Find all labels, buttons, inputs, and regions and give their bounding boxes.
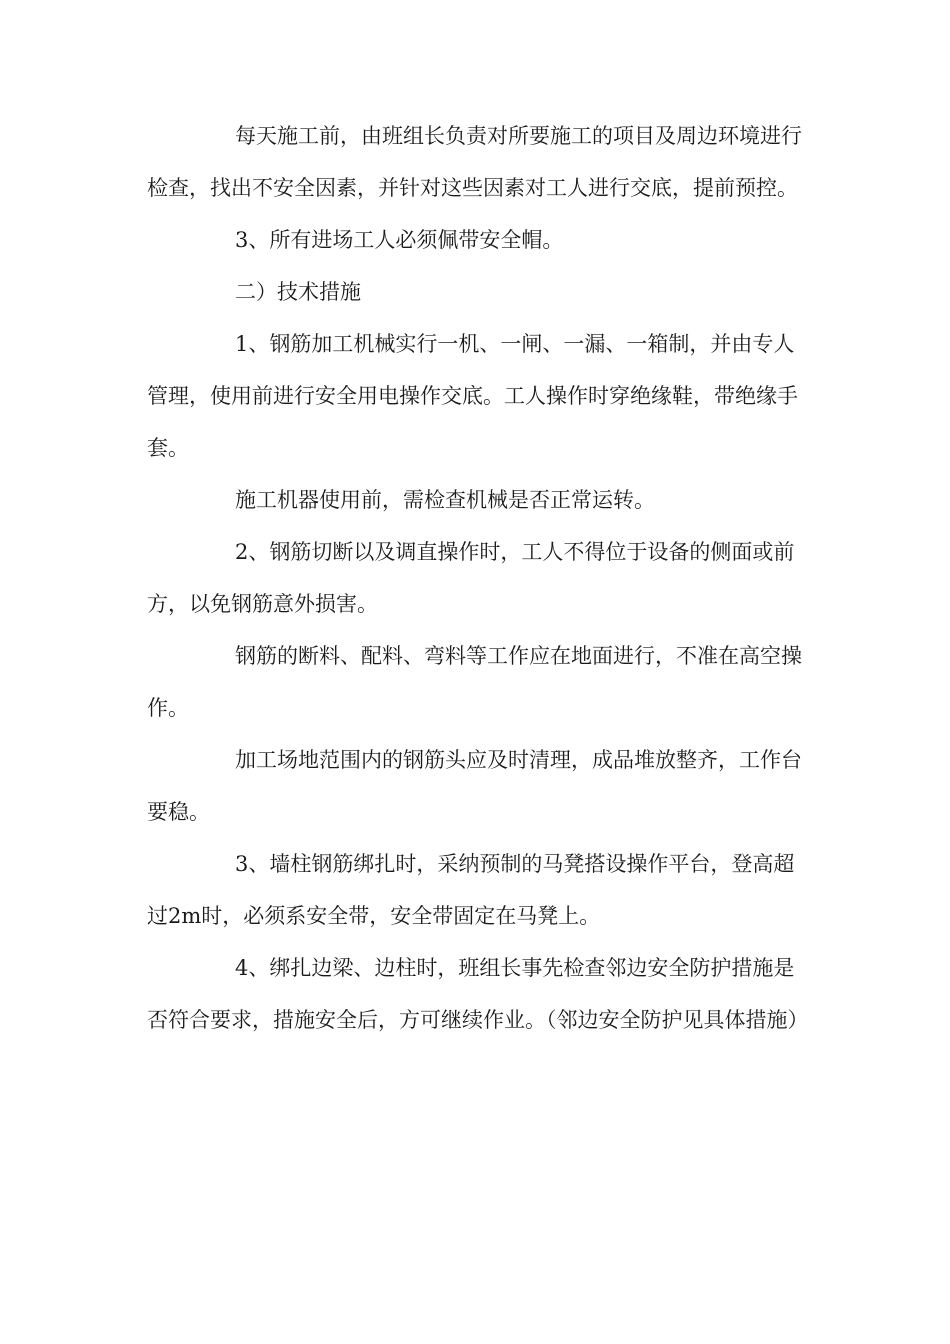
paragraph-ground-work: 钢筋的断料、配料、弯料等工作应在地面进行，不准在高空操作。	[147, 644, 802, 720]
section-heading-technical-measures: 二）技术措施	[235, 280, 361, 304]
paragraph-helmet-rule: 3、所有进场工人必须佩带安全帽。	[235, 228, 564, 252]
document-body	[147, 110, 812, 1046]
paragraph-edge-binding: 4、绑扎边梁、边柱时，班组长事先检查邻边安全防护措施是否符合要求，措施安全后，方可继续作业。（邻边安全防护见具体措施）	[147, 956, 809, 1032]
paragraph-daily-inspection: 每天施工前，由班组长负责对所要施工的项目及周边环境进行检查，找出不安全因素，并针对这些因素对工人进行交底，提前预控。	[147, 124, 802, 200]
paragraph-site-cleanup: 加工场地范围内的钢筋头应及时清理，成品堆放整齐，工作台要稳。	[147, 748, 802, 824]
paragraph-machine-rule: 1、钢筋加工机械实行一机、一闸、一漏、一箱制，并由专人管理，使用前进行安全用电操作交底。工人操作时穿绝缘鞋，带绝缘手套。	[147, 332, 798, 460]
paragraph-column-binding: 3、墙柱钢筋绑扎时，采纳预制的马凳搭设操作平台，登高超过2m时，必须系安全带，安全带固定在马凳上。	[147, 852, 795, 928]
paragraph-cutting-rule: 2、钢筋切断以及调直操作时，工人不得位于设备的侧面或前方，以免钢筋意外损害。	[147, 540, 795, 616]
paragraph-machine-check: 施工机器使用前，需检查机械是否正常运转。	[235, 488, 655, 512]
